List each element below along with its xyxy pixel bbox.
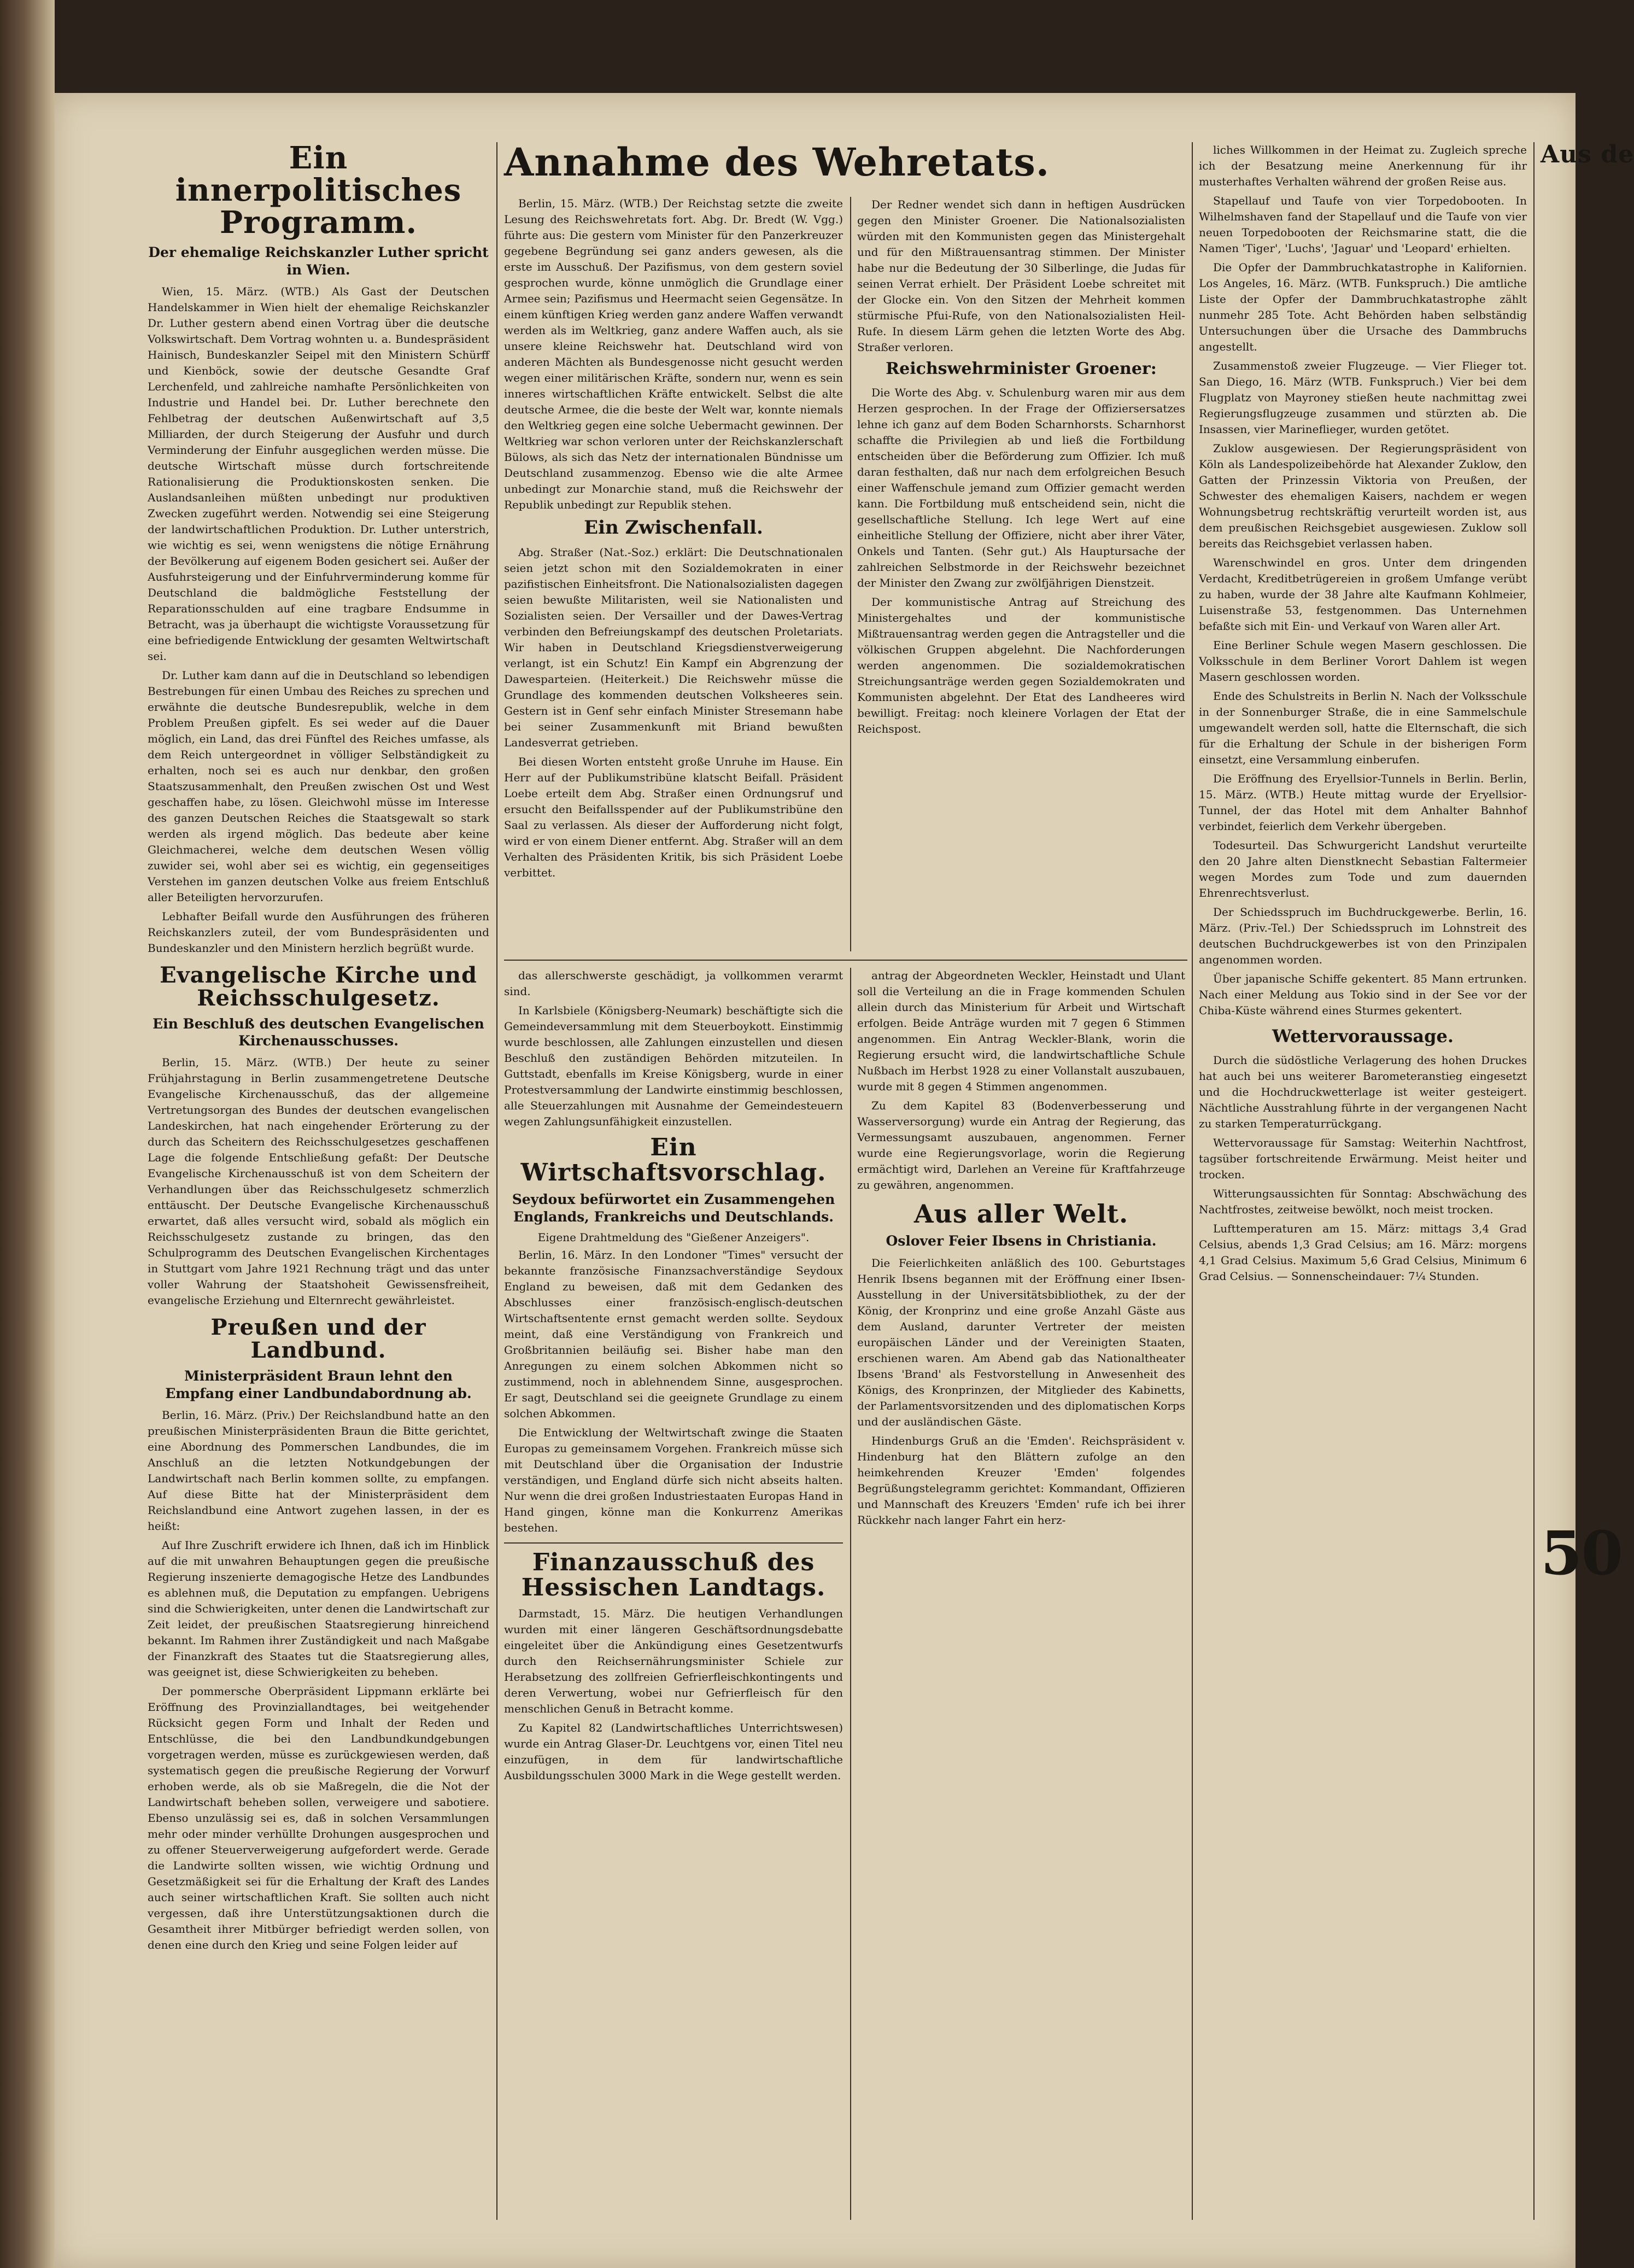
column-6 [857,968,1185,2220]
article-paragraph: Die Entwicklung der Weltwirtschaft zwinge die Staaten Europas zu gemeinsamem Vorgehen. Frankreich müsse sich mit Deutschland über die Organisation der Industrie verständigen, und England dürfe sich nicht abseits halten. Nur wenn die drei großen Industriestaaten Europas Hand in Hand gingen, könne man die Konkurrenz Amerikas bestehen. [504,1425,843,1534]
article-paragraph: Bei diesen Worten entsteht große Unruhe im Hause. Ein Herr auf der Publikumstribüne klatscht Beifall. Präsident Loebe erteilt dem Abg. Straßer einen Ordnungsruf und ersucht den Beifallsspender auf der Publikumstribüne den Saal zu verlassen. Als dieser der Aufforderung nicht folgt, wird er von einem Diener entfernt. Abg. Straßer will an dem Verhalten des Präsidenten Kritik, bis sich Präsident Loebe verbittet. [504,755,843,879]
article-paragraph: Über japanische Schiffe gekentert. 85 Mann ertrunken. Nach einer Meldung aus Tokio sind in der See vor der Chiba-Küste während eines Sturmes gekentert. [1199,972,1527,1017]
column-5 [504,968,843,2220]
book-binding [0,0,55,2268]
article-paragraph: In Karlsbiele (Königsberg-Neumark) beschäftigte sich die Gemeindeversammlung mit dem Steuerboykott. Einstimmig wurde beschlossen, alle Zahlungen einzustellen und diesen Beschluß den zuständigen Behörden mitzuteilen. In Guttstadt, ebenfalls im Kreise Königsberg, wurde in einer Protestversammlung der Landwirte einstimmig beschlossen, alle Steuerzahlungen mit Ausnahme der Gemeindesteuern wegen Zahlungsunfähigkeit einzustellen. [504,1004,843,1128]
column-rule [1192,142,1193,2220]
column-rule [1533,142,1535,2220]
section-rule [504,960,1187,961]
article-paragraph: Der Schiedsspruch im Buchdruckgewerbe. Berlin, 16. März. (Priv.-Tel.) Der Schiedsspruch im Lohnstreit des deutschen Buchdruckgewerbes ist von den Prinzipalen angenommen worden. [1199,905,1527,966]
headline-wehretat: Annahme des Wehretats. [504,139,1050,185]
column-rule [850,197,851,951]
article-paragraph: Zuklow ausgewiesen. Der Regierungspräsident von Köln als Landespolizeibehörde hat Alexander Zuklow, den Gatten der Prinzessin Viktoria von Preußen, der Schwester des ehemaligen Kaisers, nachdem er wegen Wohnungsbetrug rechtskräftig verurteilt worden ist, aus dem preußischen Reichsgebiet ausgewiesen. Zuklow soll bereits das Reichsgebiet verlassen haben. [1199,442,1527,550]
article-paragraph: Zusammenstoß zweier Flugzeuge. — Vier Flieger tot. San Diego, 16. März (WTB. Funkspruch.) Vier bei dem Flugplatz von Mayroney stießen heute nachmittag zwei Regierungsflugzeuge zusammen und stürzten ab. Die Insassen, vier Marineflieger, wurden getötet. [1199,359,1527,436]
article-paragraph: Darmstadt, 15. März. Die heutigen Verhandlungen wurden mit einer längeren Geschäftsordnungsdebatte eingeleitet über die Ankündigung eines Gesetzentwurfs durch den Reichsernährungsminister Schiele zur Herabsetzung des zollfreien Gefrierfleischkontingents und deren Verwertung, wobei nur Gefrierfleisch für den menschlichen Genuß in Betracht komme. [504,1607,843,1716]
article-paragraph: Berlin, 15. März. (WTB.) Der heute zu seiner Frühjahrstagung in Berlin zusammengetretene Deutsche Evangelische Kirchenausschuß, das der allgemeine Vertretungsorgan des Bundes der deutschen evangelischen Landeskirchen, hat nach eingehender Erörterung zu der durch das Scheitern des Reichsschulgesetzes geschaffenen Lage die folgende Entschließung gefaßt: Der Deutsche Evangelische Kirchenausschuß ist von dem Scheitern der Verhandlungen über das Reichsschulgesetz schmerzlich enttäuscht. Der Deutsche Evangelische Kirchenausschuß erwartet, daß alles versucht wird, sobald als möglich ein Reichsschulgesetz zustande zu bringen, das den Schulprogramm des Deutschen Evangelischen Kirchentages in Stuttgart vom Jahre 1921 Rechnung trägt und das unter voller Wahrung der Staatshoheit Gewissensfreiheit, evangelische Erziehung und Elternrecht gewährleistet. [148,1056,489,1307]
subheadline-groener: Reichswehrminister Groener: [886,359,1157,378]
subheadline-luther: Der ehemalige Reichskanzler Luther spricht in Wien. [148,244,489,278]
headline-cutoff: Aus de [1541,141,1634,168]
column-rule [850,968,851,2220]
article-paragraph: Die Worte des Abg. v. Schulenburg waren mir aus dem Herzen gesprochen. In der Frage der Offiziersersatzes lehne ich ganz auf dem Boden Scharnhorsts. Scharnhorst schaffte die Privilegien ab und ließ die Fortbildung entscheiden über die Beförderung zum Offizier. Ich muß daran festhalten, daß nur nach dem erfolgreichen Besuch einer Waffenschule jemand zum Offizier gemacht werden kann. Die Fortbildung muß entscheidend sein, nicht die gesellschaftliche Stellung. Ich lege Wert auf eine einheitliche Stellung der Offiziere, nicht aber ihrer Väter, Onkels und Tanten. (Sehr gut.) Als Hauptursache der zahlreichen Selbstmorde in der Reichswehr bezeichnet der Minister den Zwang zur zwölfjährigen Dienstzeit. [857,385,1185,589]
article-paragraph: Berlin, 16. März. In den Londoner "Times" versucht der bekannte französische Finanzsachverständige Seydoux England zu beweisen, daß mit dem Gedanken des Abschlusses einer französisch-englisch-deutschen Wirtschaftsentente ernst gemacht werden sollte. Seydoux meint, daß eine Verständigung von Frankreich und Großbritannien beiläufig sei. Bisher habe man den Anregungen zu einem solchen Abkommen nicht so zustimmend, noch in ablehnendem Sinne, ausgesprochen. Er sagt, Deutschland sei die geeignete Grundlage zu einem solchen Abkommen. [504,1248,843,1420]
subheadline-seydoux: Seydoux befürwortet ein Zusammengehen Englands, Frankreichs und Deutschlands. [512,1191,835,1225]
advertisement-number: 50 [1541,1518,1623,1589]
article-paragraph: Durch die südöstliche Verlagerung des hohen Druckes hat auch bei uns weiterer Barometeranstieg eingesetzt und die Hochdruckwetterlage ist weiter gesteigert. Nächtliche Ausstrahlung führte in der vergangenen Nacht zu starken Temperaturrückgang. [1199,1054,1527,1130]
article-paragraph: Lebhafter Beifall wurde den Ausführungen des früheren Reichskanzlers zuteil, der vom Bundespräsidenten und Bundeskanzler und den Ministern herzlich begrüßt wurde. [148,909,489,955]
article-paragraph: Dr. Luther kam dann auf die in Deutschland so lebendigen Bestrebungen für einen Umbau des Reiches zu sprechen und erwähnte die deutsche Bundesrepublik, welche in dem Problem Preußen gipfelt. Es sei weder auf die Dauer möglich, ein Land, das drei Fünftel des Reiches umfasse, als dem Reich untergeordnet in völliger Selbständigkeit zu erhalten, noch sei es auch nur denkbar, den großen Staatszusammenhalt, den Preußen zwischen Ost und West geschaffen habe, zu lösen. Gleichwohl müsse im Interesse des ganzen Deutschen Reiches die Staatsgewalt so stark werden als irgend möglich. Das bedeute aber keine Gleichmacherei, welche dem deutschen Wesen völlig zuwider sei, wohl aber sei es wichtig, ein gegenseitiges Verstehen im ganzen deutschen Volke aus freiem Entschluß aller Beteiligten hervorzurufen. [148,668,489,904]
subheadline-landbund: Ministerpräsident Braun lehnt den Empfang einer Landbundabordnung ab. [165,1368,472,1401]
dateline-note: Eigene Drahtmeldung des "Gießener Anzeigers". [537,1230,810,1244]
newspaper-page [55,93,1634,2268]
article-paragraph: Abg. Straßer (Nat.-Soz.) erklärt: Die Deutschnationalen seien jetzt schon mit den Sozialdemokraten in einer pazifistischen Einheitsfront. Die Nationalsozialisten dagegen seien bewußte Militaristen, weil sie Nationalisten und Sozialisten seien. Der Versailler und der Dawes-Vertrag verbinden den Befreiungskampf des deutschen Proletariats. Wir haben in Deutschland Kriegsdienstverweigerung verlangt, ist ein Schutz! Ein Kampf ein Abgrenzung der Dawesparteien. (Heiterkeit.) Die Reichswehr müsse die Grundlage des kommenden deutschen Volksheeres sein. Gestern ist in Genf sehr einfach Minister Stresemann habe bei seiner Zusammenkunft mit Briand bewußten Landesverrat getrieben. [504,546,843,749]
article-paragraph: Der pommersche Oberpräsident Lippmann erklärte bei Eröffnung des Provinziallandtages, bei weitgehender Rücksicht gegen Form und Inhalt der Reden und Entschlüsse, die bei den Landbundkundgebungen vorgetragen werden, müsse es zurückgewiesen werden, daß systematisch gegen die preußische Regierung der Vorwurf erhoben werde, als ob sie Maßregeln, die die Not der Landwirtschaft beheben sollen, verweigere und sabotiere. Ebenso unzulässig sei es, daß in solchen Versammlungen mehr oder minder verhüllte Drohungen ausgesprochen und zu offener Steuerverweigerung aufgefordert werde. Gerade die Landwirte sollten wissen, wie wichtig Ordnung und Gesetzmäßigkeit sei für die Erhaltung der Kraft des Landes auch seiner wirtschaftlichen Kraft. Sie sollten auch nicht vergessen, daß ihre Unterstützungsaktionen durch die Gesamtheit ihrer Mitbürger befriedigt werden sollen, von denen eine durch den Krieg und seine Folgen leider auf [148,1684,489,1951]
article-paragraph: Die Opfer der Dammbruchkatastrophe in Kalifornien. Los Angeles, 16. März. (WTB. Funkspruch.) Die amtliche Liste der Opfer der Dammbruchkatastrophe zählt nunmehr 285 Tote. Acht Behörden haben selbständig Untersuchungen über die Ursache des Dammbruchs angestellt. [1199,261,1527,353]
article-paragraph: Berlin, 15. März. (WTB.) Der Reichstag setzte die zweite Lesung des Reichswehretats fort. Abg. Dr. Bredt (W. Vgg.) führte aus: Die gestern vom Minister für den Panzerkreuzer gegebene Begründung sei ganz anders gewesen, als die erste im Ausschuß. Der Pazifismus, von dem gestern soviel gesprochen wurde, könne unmöglich die Grundlage einer Armee sein; Pazifismus und Heermacht seien Gegensätze. In einem künftigen Krieg werden ganz andere Waffen verwandt werden als im Weltkrieg, ganz andere Waffen auch, als sie unsere kleine Reichswehr hat. Deutschland wird von anderen Mächten als Bundesgenosse nicht gesucht werden wegen einer militärischen Kräfte, sondern nur, wenn es sein inneres wirtschaftlichen Kräfte entwickelt. Selbst die alte deutsche Armee, die die beste der Welt war, konnte niemals den Weltkrieg gegen eine solche Uebermacht gewinnen. Der Weltkrieg war schon verloren unter der Reichskanzlerschaft Bülows, als sich das Netz der internationalen Bündnisse um Deutschland zusammenzog. Ebenso wie die alte Armee unbedingt zur Monarchie stand, muß die Reichswehr der Republik unbedingt zur Republik stehen. [504,196,843,511]
headline-kirche: Evangelische Kirche und Reichsschulgesetz. [160,962,477,1011]
article-paragraph: Auf Ihre Zuschrift erwidere ich Ihnen, daß ich im Hinblick auf die mit unwahren Behauptungen gegen die preußische Regierung inszenierte demagogische Hetze des Landbundes es ablehnen muß, die Deputation zu empfangen. Uebrigens sind die Schwierigkeiten, unter denen die Landwirtschaft zur Zeit leidet, der preußischen Staatsregierung hinreichend bekannt. Im Rahmen ihrer Zuständigkeit und nach Maßgabe der Finanzkraft des Staates tut die Staatsregierung alles, was geeignet ist, diese Schwierigkeiten zu beheben. [148,1538,489,1679]
headline-landbund: Preußen und der Landbund. [210,1314,426,1364]
subheadline-zwischenfall: Ein Zwischenfall. [584,516,763,539]
article-paragraph: Der kommunistische Antrag auf Streichung des Ministergehaltes und der kommunistische Mißtrauensantrag werden gegen die Antragsteller und die völkischen Gruppen abgelehnt. Die Nachforderungen werden angenommen. Die sozialdemokratischen Streichungsanträge werden gegen Sozialdemokraten und Kommunisten abgelehnt. Der Etat des Landheeres wird bewilligt. Freitag: noch kleinere Vorlagen der Etat der Reichspost. [857,595,1185,735]
headline-programm: Ein innerpolitisches Programm. [175,140,462,241]
article-paragraph: antrag der Abgeordneten Weckler, Heinstadt und Ulant soll die Verteilung an die in Frage kommenden Schulen allein durch das Ministerium für Arbeit und Wirtschaft erfolgen. Beide Anträge wurden mit 7 gegen 6 Stimmen angenommen. Ein Antrag Weckler-Blank, worin die Regierung ersucht wird, die landwirtschaftliche Schule Nußbach im Herbst 1928 zu einer Vollanstalt auszubauen, wurde mit 8 gegen 4 Stimmen angenommen. [857,969,1185,1093]
column-4 [1199,142,1527,2220]
subheadline-ibsen: Oslover Feier Ibsens in Christiania. [886,1233,1157,1249]
article-paragraph: Eine Berliner Schule wegen Masern geschlossen. Die Volksschule in dem Berliner Vorort Dahlem ist wegen Masern geschlossen worden. [1199,639,1527,683]
column-3 [857,197,1185,951]
article-paragraph: Stapellauf und Taufe von vier Torpedobooten. In Wilhelmshaven fand der Stapellauf und die Taufe von vier neuen Torpedobooten der Reichsmarine statt, die die Namen 'Tiger', 'Luchs', 'Jaguar' und 'Leopard' erhielten. [1199,194,1527,255]
article-paragraph: Todesurteil. Das Schwurgericht Landshut verurteilte den 20 Jahre alten Dienstknecht Sebastian Faltermeier wegen Mordes zum Tode und zum dauernden Ehrenrechtsverlust. [1199,839,1527,899]
column-cutoff [1541,141,1634,2220]
article-paragraph: Wien, 15. März. (WTB.) Als Gast der Deutschen Handelskammer in Wien hielt der ehemalige Reichskanzler Dr. Luther gestern abend einen Vortrag über die deutsche Volkswirtschaft. Dem Vortrag wohnten u. a. Bundespräsident Hainisch, Bundeskanzler Seipel mit den Ministern Schürff und Kienböck, sowie der deutsche Gesandte Graf Lerchenfeld, und zahlreiche namhafte Persönlichkeiten von Industrie und Handel bei. Dr. Luther berechnete den Fehlbetrag der deutschen Außenwirtschaft auf 3,5 Milliarden, der durch Steigerung der Ausfuhr und durch Verminderung der Einfuhr ausgeglichen werden müsse. Die deutsche Wirtschaft müsse durch fortschreitende Rationalisierung die Produktionskosten senken. Die Auslandsanleihen müßten unbedingt nur produktiven Zwecken zugeführt werden. Notwendig sei eine Steigerung der landwirtschaftlichen Produktion. Dr. Luther unterstrich, wie wichtig es sei, wenn wenigstens die nötige Ernährung der Bevölkerung auf eigenem Boden gesichert sei. Außer der Ausfuhrsteigerung und der Einfuhrverminderung komme für Deutschland die baldmögliche Feststellung der Reparationsschulden auf eine tragbare Endsumme in Betracht, was ja überhaupt die wichtigste Voraussetzung für eine befriedigende Entwicklung der gesamten Weltwirtschaft sei. [148,284,489,663]
article-paragraph: das allerschwerste geschädigt, ja vollkommen verarmt sind. [504,969,843,998]
headline-aus-aller-welt: Aus aller Welt. [913,1199,1129,1229]
article-paragraph: Die Eröffnung des Eryellsior-Tunnels in Berlin. Berlin, 15. März. (WTB.) Heute mittag wurde der Eryellsior-Tunnel, der das Hotel mit dem Anhalter Bahnhof verbindet, feierlich dem Verkehr übergeben. [1199,772,1527,833]
article-paragraph: Ende des Schulstreits in Berlin N. Nach der Volksschule in der Sonnenburger Straße, die in eine Sammelschule umgewandelt werden soll, hatte die Elternschaft, die sich für die Erhaltung der Schule in der bisherigen Form einsetzt, eine Versammlung einberufen. [1199,689,1527,766]
article-paragraph: Hindenburgs Gruß an die 'Emden'. Reichspräsident v. Hindenburg hat den Blättern zufolge an den heimkehrenden Kreuzer 'Emden' folgendes Begrüßungstelegramm gerichtet: Kommandant, Offizieren und Mannschaft des Kreuzers 'Emden' rufe ich bei ihrer Rückkehr nach langer Fahrt ein herz- [857,1434,1185,1527]
article-paragraph: liches Willkommen in der Heimat zu. Zugleich spreche ich der Besatzung meine Anerkennung für ihr musterhaftes Verhalten während der großen Reise aus. [1199,143,1527,188]
article-paragraph: Lufttemperaturen am 15. März: mittags 3,4 Grad Celsius, abends 1,3 Grad Celsius; am 16. März: morgens 4,1 Grad Celsius. Maximum 5,6 Grad Celsius, Minimum 6 Grad Celsius. — Sonnenscheindauer: 7¼ Stunden. [1199,1222,1527,1283]
article-paragraph: Zu Kapitel 82 (Landwirtschaftliches Unterrichtswesen) wurde ein Antrag Glaser-Dr. Leuchtgens vor, einen Titel neu einzufügen, in dem für landwirtschaftliche Ausbildungsschulen 3000 Mark in die Wege gestellt werden. [504,1721,843,1782]
article-paragraph: Die Feierlichkeiten anläßlich des 100. Geburtstages Henrik Ibsens begannen mit der Eröffnung einer Ibsen-Ausstellung in der Universitätsbibliothek, zu der der König, der Kronprinz und eine große Anzahl Gäste aus dem Ausland, darunter Vertreter der meisten europäischen Länder und der Vereinigten Staaten, erschienen waren. Am Abend gab das Nationaltheater Ibsens 'Brand' als Festvorstellung in Anwesenheit des Königs, des Kronprinzen, der Mitglieder des Kabinetts, der Parlamentsvorsitzenden und des diplomatischen Korps und der ausländischen Gäste. [857,1256,1185,1428]
column-rule [496,142,497,2220]
headline-finanzausschuss: Finanzausschuß des Hessischen Landtags. [521,1548,826,1602]
headline-wirtschaftsvorschlag: Ein Wirtschaftsvorschlag. [520,1133,827,1187]
article-paragraph: Zu dem Kapitel 83 (Bodenverbesserung und Wasserversorgung) wurde ein Antrag der Regierung, das Vermessungsamt auszubauen, angenommen. Ferner wurde eine Regierungsvorlage, worin die Regierung ermächtigt wird, Darlehen an Vereine für Kraftfahrzeuge zu gewähren, angenommen. [857,1099,1185,1191]
article-paragraph: Warenschwindel en gros. Unter dem dringenden Verdacht, Kreditbetrügereien in großem Umfange verübt zu haben, wurde der 38 Jahre alte Kaufmann Kohlmeier, Luisenstraße 53, festgenommen. Das Unternehmen befaßte sich mit Ein- und Verkauf von Waren aller Art. [1199,556,1527,633]
subheadline-kirche: Ein Beschluß des deutschen Evangelischen Kirchenausschusses. [153,1015,484,1049]
article-paragraph: Witterungsaussichten für Sonntag: Abschwächung des Nachtfrostes, zeitweise bewölkt, noch meist trocken. [1199,1187,1527,1216]
subheadline-wetter: Wettervoraussage. [1272,1026,1454,1047]
article-paragraph: Wettervoraussage für Samstag: Weiterhin Nachtfrost, tagsüber fortschreitende Erwärmung. Meist heiter und trocken. [1199,1136,1527,1181]
article-paragraph: Der Redner wendet sich dann in heftigen Ausdrücken gegen den Minister Groener. Die Nationalsozialisten würden mit den Kommunisten gegen das Ministergehalt und für den Mißtrauensantrag stimmen. Der Minister habe nur die Bedeutung der 30 Silberlinge, die Judas für seinen Verrat erhielt. Der Präsident Loebe schreitet mit der Glocke ein. Von den Sitzen der Mehrheit kommen stürmische Pfui-Rufe, von den Nationalsozialisten Heil-Rufe. In diesem Lärm gehen die letzten Worte des Abg. Straßer verloren. [857,198,1185,354]
article-paragraph: Berlin, 16. März. (Priv.) Der Reichslandbund hatte an den preußischen Ministerpräsidenten Braun die Bitte gerichtet, eine Abordnung des Pommerschen Landbundes, die im Anschluß an die letzten Notkundgebungen der Landwirtschaft nach Berlin kommen sollte, zu empfangen. Auf diese Bitte hat der Ministerpräsident dem Reichslandbund eine Antwort zugehen lassen, in der es heißt: [148,1408,489,1533]
column-1 [148,142,489,2220]
section-rule [504,1542,843,1544]
